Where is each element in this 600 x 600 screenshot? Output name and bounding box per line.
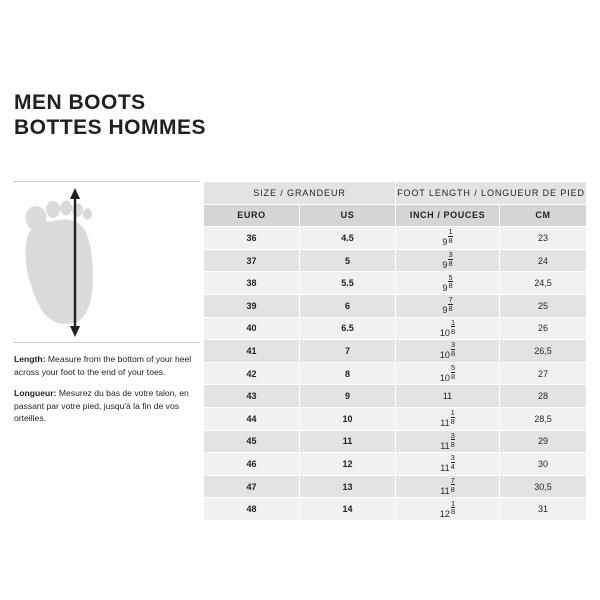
title-french: BOTTES HOMMES <box>14 116 207 139</box>
cell-us: 4.5 <box>300 227 396 250</box>
cell-euro: 36 <box>204 227 300 250</box>
cell-us: 10 <box>300 407 396 430</box>
cell-us: 6.5 <box>300 317 396 340</box>
cell-inch: 9 $\frac{5}{8}$ <box>396 272 500 295</box>
group-header-size: SIZE / GRANDEUR <box>204 182 396 205</box>
cell-euro: 40 <box>204 317 300 340</box>
foot-diagram <box>14 181 200 343</box>
note-english-text: Measure from the bottom of your heel across your foot to the end of your toes. <box>14 354 192 377</box>
cell-us: 7 <box>300 340 396 363</box>
cell-cm: 29 <box>500 430 587 453</box>
cell-euro: 37 <box>204 249 300 272</box>
table-row <box>204 317 587 340</box>
note-english <box>14 353 194 378</box>
cell-us: 6 <box>300 294 396 317</box>
table-row <box>204 385 587 408</box>
cell-inch: 10 $\frac{5}{8}$ <box>396 362 500 385</box>
cell-cm: 28,5 <box>500 407 587 430</box>
table-row <box>204 475 587 498</box>
cell-inch: 11 $\frac{3}{8}$ <box>396 430 500 453</box>
foot-outline-icon <box>14 182 200 344</box>
cell-us: 14 <box>300 498 396 521</box>
column-header-inch: INCH / POUCES <box>396 204 500 227</box>
cell-euro: 43 <box>204 385 300 408</box>
measurement-notes <box>14 353 194 425</box>
cell-inch: 11 <box>396 385 500 408</box>
cell-cm: 25 <box>500 294 587 317</box>
cell-us: 9 <box>300 385 396 408</box>
cell-inch: 9 $\frac{3}{8}$ <box>396 249 500 272</box>
column-header-euro: EURO <box>204 204 300 227</box>
table-row <box>204 453 587 476</box>
cell-cm: 26,5 <box>500 340 587 363</box>
group-header-foot-length: FOOT LENGTH / LONGUEUR DE PIED <box>396 182 587 205</box>
cell-euro: 46 <box>204 453 300 476</box>
cell-us: 13 <box>300 475 396 498</box>
cell-inch: 10 $\frac{3}{8}$ <box>396 340 500 363</box>
column-header-us: US <box>300 204 396 227</box>
cell-cm: 30 <box>500 453 587 476</box>
table-column-header-row <box>204 204 587 227</box>
cell-inch: 11 $\frac{7}{8}$ <box>396 475 500 498</box>
cell-euro: 42 <box>204 362 300 385</box>
table-row <box>204 272 587 295</box>
cell-us: 8 <box>300 362 396 385</box>
measurement-panel <box>14 181 200 434</box>
title-english: MEN BOOTS <box>14 91 146 114</box>
table-row <box>204 498 587 521</box>
cell-euro: 41 <box>204 340 300 363</box>
table-group-header-row <box>204 182 587 205</box>
cell-us: 5.5 <box>300 272 396 295</box>
cell-cm: 31 <box>500 498 587 521</box>
size-table <box>203 181 587 521</box>
table-row <box>204 227 587 250</box>
table-row <box>204 407 587 430</box>
cell-cm: 23 <box>500 227 587 250</box>
cell-cm: 24 <box>500 249 587 272</box>
cell-euro: 38 <box>204 272 300 295</box>
cell-cm: 27 <box>500 362 587 385</box>
table-row <box>204 362 587 385</box>
cell-us: 12 <box>300 453 396 476</box>
note-french-label: Longueur: <box>14 388 57 398</box>
column-header-cm: CM <box>500 204 587 227</box>
cell-inch: 9 $\frac{1}{8}$ <box>396 227 500 250</box>
note-french-text: Mesurez du bas de votre talon, en passant par votre pied, jusqu'à la fin de vos orteilles. <box>14 388 189 423</box>
cell-cm: 30,5 <box>500 475 587 498</box>
note-english-label: Length: <box>14 354 46 364</box>
cell-inch: 12 $\frac{1}{8}$ <box>396 498 500 521</box>
size-table-container <box>203 181 586 521</box>
table-row <box>204 294 587 317</box>
cell-euro: 48 <box>204 498 300 521</box>
cell-cm: 28 <box>500 385 587 408</box>
cell-us: 5 <box>300 249 396 272</box>
cell-euro: 44 <box>204 407 300 430</box>
page-title <box>14 90 414 140</box>
table-row <box>204 340 587 363</box>
cell-euro: 39 <box>204 294 300 317</box>
cell-inch: 11 $\frac{3}{4}$ <box>396 453 500 476</box>
cell-us: 11 <box>300 430 396 453</box>
cell-euro: 45 <box>204 430 300 453</box>
cell-inch: 10 $\frac{1}{8}$ <box>396 317 500 340</box>
table-row <box>204 430 587 453</box>
cell-cm: 24,5 <box>500 272 587 295</box>
table-row <box>204 249 587 272</box>
note-french <box>14 387 194 425</box>
cell-inch: 11 $\frac{1}{8}$ <box>396 407 500 430</box>
size-table-body <box>204 227 587 521</box>
cell-inch: 9 $\frac{7}{8}$ <box>396 294 500 317</box>
cell-cm: 26 <box>500 317 587 340</box>
cell-euro: 47 <box>204 475 300 498</box>
